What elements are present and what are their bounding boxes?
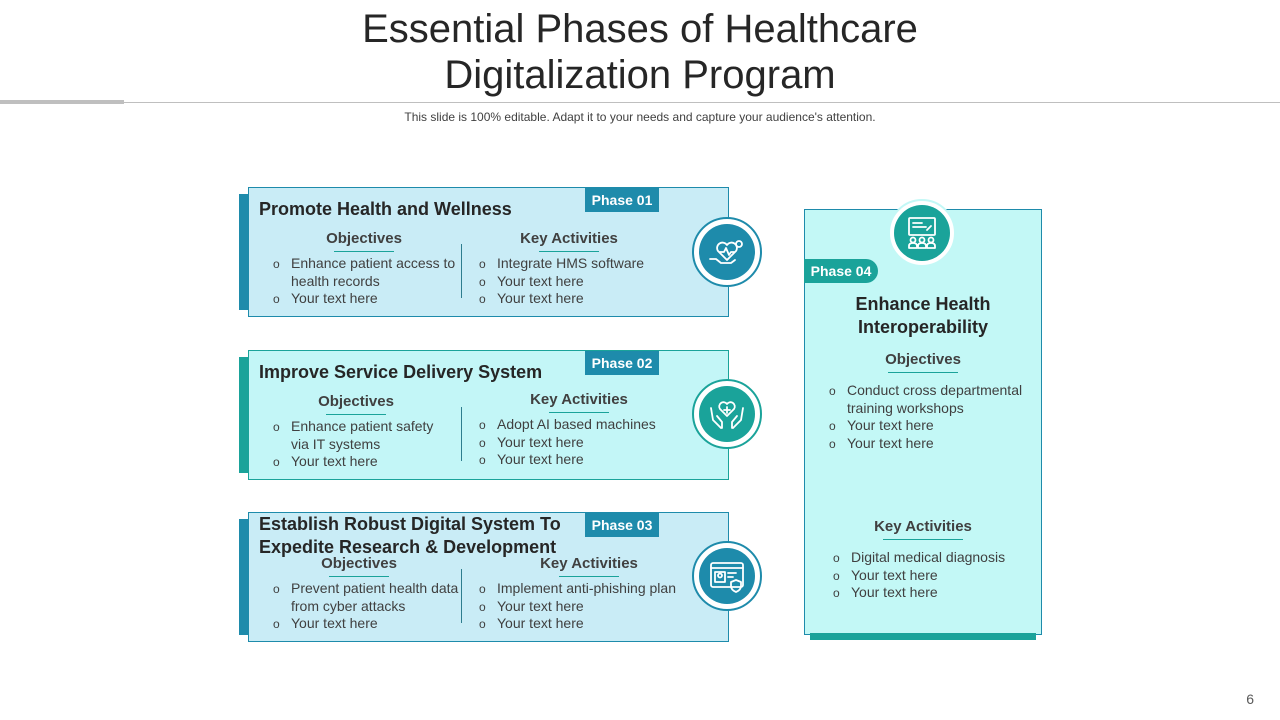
phase-title: Improve Service Delivery System <box>259 362 543 382</box>
objectives-label: Objectives <box>326 230 402 247</box>
slide-subtitle: This slide is 100% editable. Adapt it to your needs and capture your audience's attention. <box>404 110 876 124</box>
column-divider <box>461 569 462 623</box>
phase-title: Promote Health and Wellness <box>259 199 512 219</box>
heart-hand-icon <box>699 224 755 280</box>
objectives-list <box>271 580 461 633</box>
list-item: o Enhance patient safety via IT systems <box>271 418 441 453</box>
phase-title-line-1: Establish Robust Digital System To <box>259 514 561 534</box>
phase-card-1 <box>248 187 729 317</box>
key-activities-label: Key Activities <box>874 518 972 535</box>
card-side-bar <box>239 194 249 310</box>
hands-heart-cross-icon <box>699 386 755 442</box>
list-item: o Your text here <box>477 615 722 633</box>
phase-badge: Phase 01 <box>585 188 659 212</box>
objectives-label: Objectives <box>318 393 394 410</box>
objectives-label: Objectives <box>885 351 961 368</box>
list-item: o Enhance patient access to health records <box>271 255 461 290</box>
phase-title-line-2: Expedite Research & Development <box>259 537 557 557</box>
key-activities-heading <box>499 230 639 252</box>
phase-badge: Phase 03 <box>585 513 659 537</box>
list-item: o Your text here <box>271 453 441 471</box>
list-item: o Your text here <box>831 584 1031 602</box>
phase-title-line-1: Enhance Health <box>855 294 991 314</box>
objectives-heading <box>304 230 424 252</box>
column-divider <box>461 244 462 298</box>
key-activities-heading <box>509 391 649 413</box>
key-activities-label: Key Activities <box>530 391 628 408</box>
phase-3-icon-badge <box>692 541 762 611</box>
card-side-bar <box>239 519 249 635</box>
title-divider-accent <box>0 100 124 104</box>
objectives-list <box>827 382 1027 452</box>
list-item: o Your text here <box>827 435 1027 453</box>
objectives-list <box>271 418 441 471</box>
title-divider <box>0 102 1280 103</box>
list-item: o Integrate HMS software <box>477 255 717 273</box>
phase-badge: Phase 04 <box>804 259 878 283</box>
activities-list <box>831 549 1031 602</box>
card-4-shadow <box>810 633 1036 640</box>
secure-profile-icon <box>699 548 755 604</box>
slide-title-line-2: Digitalization Program <box>444 53 836 97</box>
objectives-heading <box>296 393 416 415</box>
phase-badge: Phase 02 <box>585 351 659 375</box>
list-item: o Your text here <box>271 615 461 633</box>
key-activities-label: Key Activities <box>540 555 638 572</box>
list-item: o Your text here <box>271 290 461 308</box>
page-number: 6 <box>1246 691 1254 707</box>
list-item: o Your text here <box>477 598 722 616</box>
objectives-label: Objectives <box>321 555 397 572</box>
list-item: o Prevent patient health data from cyber attacks <box>271 580 461 615</box>
list-item: o Your text here <box>477 290 717 308</box>
phase-title <box>804 293 1042 339</box>
slide-title-line-1: Essential Phases of Healthcare <box>362 7 918 51</box>
card-side-bar <box>239 357 249 473</box>
phase-title <box>259 513 561 559</box>
activities-list <box>477 255 717 308</box>
key-activities-heading <box>805 518 1041 540</box>
phase-title-line-2: Interoperability <box>857 317 989 337</box>
phase-2-icon-badge <box>692 379 762 449</box>
list-item: o Adopt AI based machines <box>477 416 717 434</box>
list-item: o Your text here <box>831 567 1031 585</box>
objectives-list <box>271 255 461 308</box>
list-item: o Your text here <box>477 273 717 291</box>
list-item: o Conduct cross departmental training workshops <box>827 382 1027 417</box>
phase-card-3 <box>248 512 729 642</box>
column-divider <box>461 407 462 461</box>
objectives-heading <box>805 351 1041 373</box>
presentation-training-icon <box>894 205 950 261</box>
activities-list <box>477 416 717 469</box>
activities-list <box>477 580 722 633</box>
key-activities-heading <box>519 555 659 577</box>
list-item: o Implement anti-phishing plan <box>477 580 722 598</box>
phase-4-icon-badge <box>888 199 956 267</box>
list-item: o Your text here <box>477 434 717 452</box>
phase-1-icon-badge <box>692 217 762 287</box>
list-item: o Your text here <box>477 451 717 469</box>
key-activities-label: Key Activities <box>520 230 618 247</box>
objectives-heading <box>299 555 419 577</box>
list-item: o Digital medical diagnosis <box>831 549 1031 567</box>
phase-card-2 <box>248 350 729 480</box>
list-item: o Your text here <box>827 417 1027 435</box>
slide-title <box>240 6 1040 98</box>
